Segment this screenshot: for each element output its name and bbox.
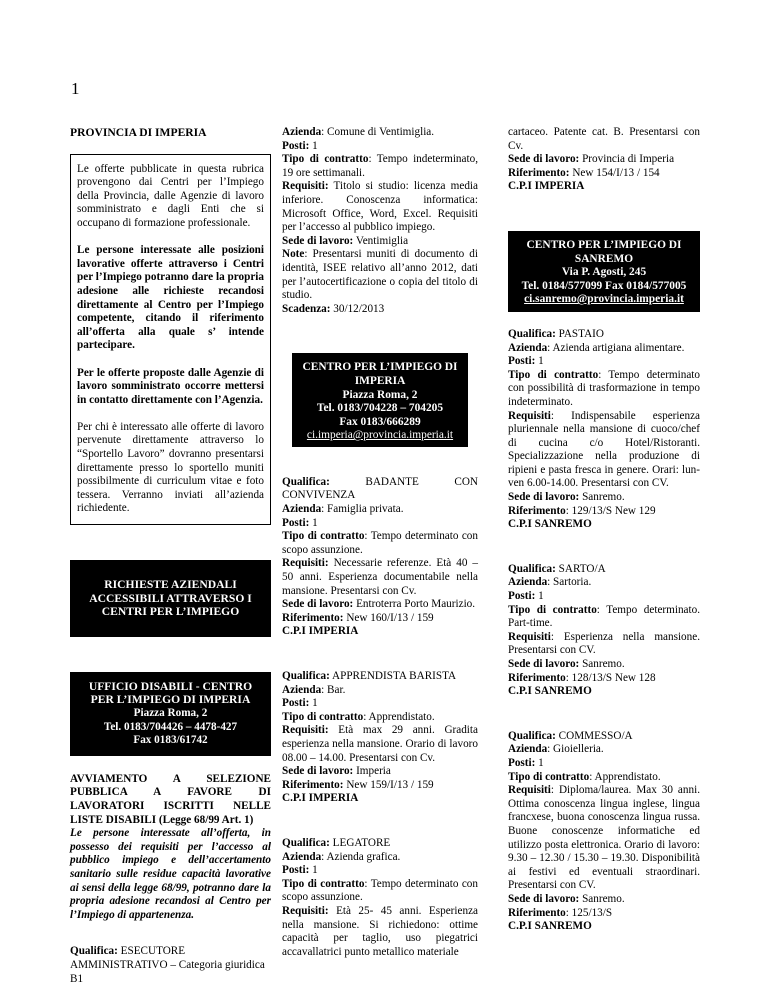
avviamento-note: Le persone interessate all’offerta, in possesso dei requisiti per l’accesso al pubblico impiego e dell’accertamento sanitario sulle residue capacità lavorative ai sensi della legge 68/99, potranno dare la propria adesione recandosi al Centro per l’Impiego di appartenenza. xyxy=(70,827,271,921)
column-2 xyxy=(282,126,478,959)
job-barista: Qualifica: APPRENDISTA BARISTA Azienda: Bar. Posti: 1 Tipo di contratto: Apprendistato. Requisiti: Età max 29 anni. Gradita esperienza nella mansione. Orario di lavoro 08.00 – 14.00. Presentarsi con Cv. Sede di lavoro: Imperia Riferimento: New 159/I/13 / 159 C.P.I IMPERIA xyxy=(282,670,478,805)
page-number: 1 xyxy=(71,79,80,98)
column-1 xyxy=(70,126,271,986)
avviamento-heading: AVVIAMENTO A SELEZIONE PUBBLICA A FAVORE DI LAVORATORI ISCRITTI NELLE LISTE DISABILI (Legge 68/99 Art. 1) xyxy=(70,772,271,826)
intro-paragraph-1: Le offerte pubblicate in questa rubrica provengono dai Centri per l’Impiego della Provincia, dalle Agenzie di lavoro somministrato e dagli Enti che si occupano di formazione professionale. xyxy=(77,162,264,229)
job-pastaio: Qualifica: PASTAIO Azienda: Azienda artigiana alimentare. Posti: 1 Tipo di contratto: Tempo determinato con possibilità di trasformazione in tempo indeterminato. Requisiti: Indispensabile esperienza pluriennale nella mansione di cuoco/chef di cucina c/o Hotel/Ristoranti. Specializzazione nella produzione di ripieni e pasta fresca in genere. Orari: lun-ven 6.00-14.00. Presentarsi con CV. Sede di lavoro: Sanremo. Riferimento: 129/13/S New 129 C.P.I SANREMO xyxy=(508,327,700,531)
center-sanremo-email[interactable]: ci.sanremo@provincia.imperia.it xyxy=(524,293,684,306)
job-ventimiglia: Azienda: Comune di Ventimiglia. Posti: 1 Tipo di contratto: Tempo indeterminato, 19 ore settimanali. Requisiti: Titolo si studio: licenza media inferiore. Conoscenza informatica: Microsoft Office, Word, Excel. Requisiti per l’accesso al pubblico impiego. Sede di lavoro: Ventimiglia Note: Presentarsi muniti di documento di identità, ISEE relativo all’anno 2012, dati per l’autocertificazione o copia del titolo di studio. Scadenza: 30/12/2013 xyxy=(282,126,478,315)
job-commesso: Qualifica: COMMESSO/A Azienda: Gioielleria. Posti: 1 Tipo di contratto: Apprendistato. Requisiti: Diploma/laurea. Max 30 anni. Ottima conoscenza lingua inglese, lingua francxese, buona conoscenza lingua russa. Buone conoscenze informatiche ed utilizzo posta elettronica. Orario di lavoro: 9.30 – 12.30 / 15.30 – 19.30. Disponibilità ai festivi ed eventuali straordinari. Presentarsi con CV. Sede di lavoro: Sanremo. Riferimento: 125/13/S C.P.I SANREMO xyxy=(508,729,700,933)
intro-paragraph-4: Per chi è interessato alle offerte di lavoro pervenute direttamente attraverso lo “Sportello Lavoro” dovranno presentarsi direttamente presso lo sportello muniti possibilmente di curriculum vitae e foto tessera. Verranno inviati all’azienda richiedente. xyxy=(77,420,264,515)
center-imperia-box: CENTRO PER L’IMPIEGO DI IMPERIA Piazza Roma, 2 Tel. 0183/704228 – 704205 Fax 0183/666289 ci.imperia@provincia.imperia.it xyxy=(292,353,468,447)
intro-paragraph-3: Per le offerte proposte dalle Agenzie di lavoro somministrato occorre mettersi in contatto direttamente con l’Agenzia. xyxy=(77,366,264,406)
banner-ufficio-disabili: UFFICIO DISABILI - CENTRO PER L’IMPIEGO DI IMPERIA Piazza Roma, 2 Tel. 0183/704426 – 4478-427 Fax 0183/61742 xyxy=(70,672,271,756)
intro-box xyxy=(70,154,271,525)
job-badante: Qualifica: BADANTE CON CONVIVENZA Azienda: Famiglia privata. Posti: 1 Tipo di contratto: Tempo determinato con scopo assunzione. Requisiti: Necessarie referenze. Età 40 – 50 anni. Esperienza documentabile nella mansione. Presentarsi con Cv. Sede di lavoro: Entroterra Porto Maurizio. Riferimento: New 160/I/13 / 159 C.P.I IMPERIA xyxy=(282,475,478,638)
banner-richieste: RICHIESTE AZIENDALI ACCESSIBILI ATTRAVERSO I CENTRI PER L’IMPIEGO xyxy=(70,560,271,637)
job-legatore: Qualifica: LEGATORE Azienda: Azienda grafica. Posti: 1 Tipo di contratto: Tempo determinato con scopo assunzione. Requisiti: Età 25- 45 anni. Esperienza nella mansione. Si richiedono: ottime capacità per taglio, uso piegatrici accavallatrici punto metallico materiale xyxy=(282,836,478,958)
job-legatore-continued: cartaceo. Patente cat. B. Presentarsi con Cv. Sede di lavoro: Provincia di Imperia Riferimento: New 154/I/13 / 154 C.P.I IMPERIA xyxy=(508,126,700,193)
center-imperia-email[interactable]: ci.imperia@provincia.imperia.it xyxy=(306,429,454,442)
job-sarto: Qualifica: SARTO/A Azienda: Sartoria. Posti: 1 Tipo di contratto: Tempo determinato. Part-time. Requisiti: Esperienza nella mansione. Presentarsi con CV. Sede di lavoro: Sanremo. Riferimento: 128/13/S New 128 C.P.I SANREMO xyxy=(508,562,701,698)
column-3 xyxy=(508,126,700,934)
intro-paragraph-2: Le persone interessate alle posizioni lavorative offerte attraverso i Centri per l’Impiego potranno dare la propria adesione alle richieste recandosi direttamente al Centro per l’Impiego competente, citando il riferimento all’offerta alla quale s’ intende partecipare. xyxy=(77,244,264,352)
qualifica-esecutore: Qualifica: ESECUTORE AMMINISTRATIVO – Categoria giuridica B1 xyxy=(70,945,265,985)
center-sanremo-box: CENTRO PER L’IMPIEGO DI SANREMO Via P. Agosti, 245 Tel. 0184/577099 Fax 0184/577005 ci.sanremo@provincia.imperia.it xyxy=(508,231,700,312)
section-title: PROVINCIA DI IMPERIA xyxy=(70,126,207,139)
